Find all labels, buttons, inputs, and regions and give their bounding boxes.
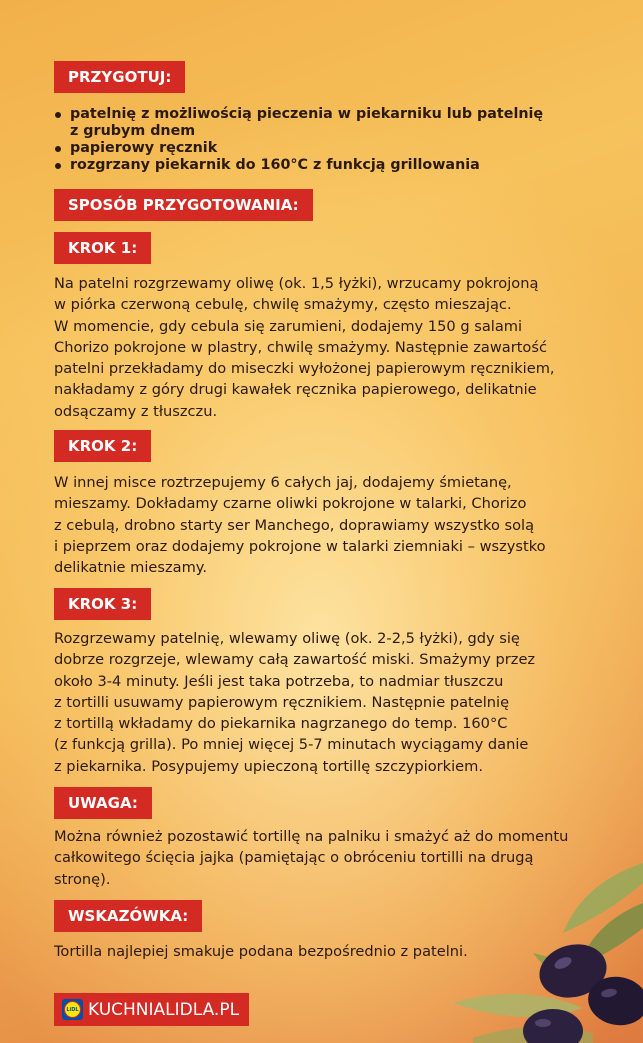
prepare-heading: PRZYGOTUJ:: [54, 61, 185, 93]
site-label: KUCHNIALIDLA.PL: [88, 999, 240, 1020]
step-1-heading: KROK 1:: [54, 232, 151, 264]
kuchnialidla-link[interactable]: [54, 993, 249, 1026]
step-3-heading: KROK 3:: [54, 588, 151, 620]
list-item: patelnię z możliwością pieczenia w piekarniku lub patelnię z grubym dnem: [54, 106, 554, 140]
note-heading: UWAGA:: [54, 787, 152, 819]
method-heading: SPOSÓB PRZYGOTOWANIA:: [54, 189, 313, 221]
tip-heading: WSKAZÓWKA:: [54, 900, 202, 932]
olives-decoration: [413, 843, 643, 1043]
prepare-list: [54, 106, 554, 174]
list-item: rozgrzany piekarnik do 160°C z funkcją grillowania: [54, 157, 554, 174]
note-text: Można również pozostawić tortillę na palniku i smażyć aż do momentu całkowitego ścięcia jajka (pamiętając o obróceniu tortilli na drugą stronę).: [54, 828, 569, 888]
lidl-logo-icon: LiDL: [62, 999, 83, 1020]
step-2-text: W innej misce roztrzepujemy 6 całych jaj, dodajemy śmietanę, mieszamy. Dokładamy czarne oliwki pokrojone w talarki, Chorizo z cebulą, drobno starty ser Manchego, doprawiamy wszystko solą i pieprzem oraz dodajemy pokrojone w talarki ziemniaki – wszystko delikatnie mieszamy.: [54, 474, 546, 577]
list-item: papierowy ręcznik: [54, 140, 554, 157]
tip-text: Tortilla najlepiej smakuje podana bezpośrednio z patelni.: [54, 943, 468, 960]
step-3-text: Rozgrzewamy patelnię, wlewamy oliwę (ok. 2-2,5 łyżki), gdy się dobrze rozgrzeje, wlewamy całą zawartość miski. Smażymy przez około 3-4 minuty. Jeśli jest taka potrzeba, to nadmiar tłuszczu z tortilli usuwamy papierowym ręcznikiem. Następnie patelnię z tortillą wkładamy do piekarnika nagrzanego do temp. 160°C (z funkcją grilla). Po mniej więcej 5-7 minutach wyciągamy danie z piekarnika. Posypujemy upieczoną tortillę szczypiorkiem.: [54, 630, 536, 775]
step-2-heading: KROK 2:: [54, 430, 151, 462]
step-1-text: Na patelni rozgrzewamy oliwę (ok. 1,5 łyżki), wrzucamy pokrojoną w piórka czerwoną cebulę, chwilę smażymy, często mieszając. W momencie, gdy cebula się zarumieni, dodajemy 150 g salami Chorizo pokrojone w plastry, chwilę smażymy. Następnie zawartość patelni przekładamy do miseczki wyłożonej papierowym ręcznikiem, nakładamy z góry drugi kawałek ręcznika papierowego, delikatnie odsączamy z tłuszczu.: [54, 275, 555, 420]
